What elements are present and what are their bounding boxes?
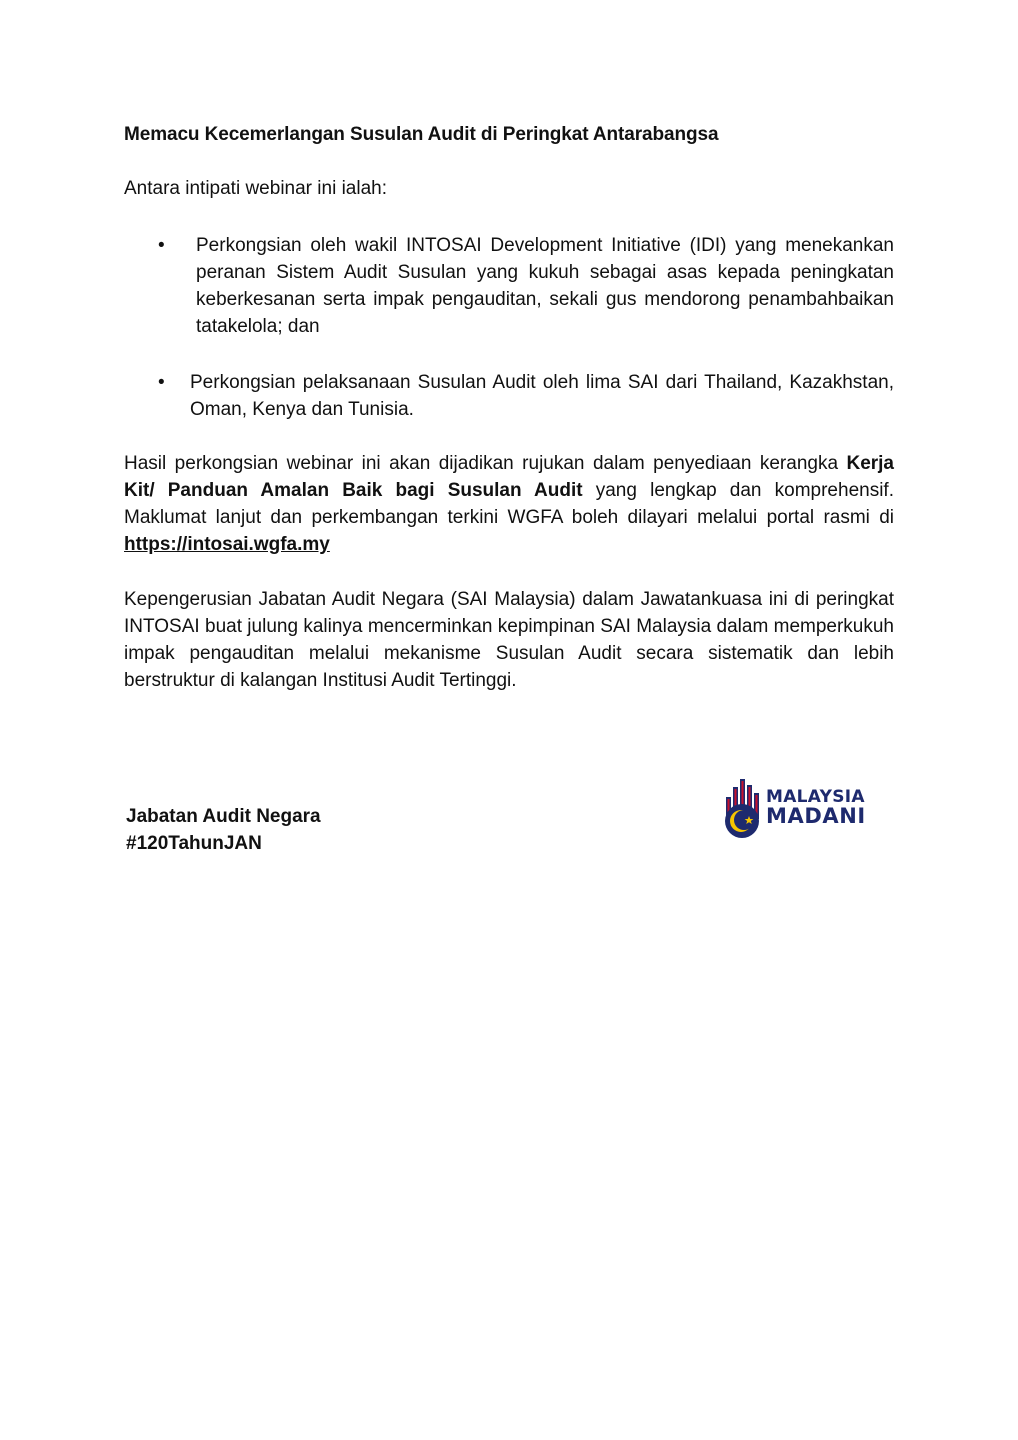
malaysia-madani-logo [722, 775, 882, 839]
bullet-icon: • [158, 235, 165, 256]
bullet-item-sai: Perkongsian pelaksanaan Susulan Audit oleh lima SAI dari Thailand, Kazakhstan, Oman, Kenya dan Tunisia. [190, 372, 894, 420]
paragraph-text: yang lengkap dan komprehensif. Maklumat lanjut dan perkembangan terkini WGFA boleh dilayari melalui portal rasmi di [124, 480, 894, 528]
logo-wordmark [766, 788, 866, 826]
signature-org: Jabatan Audit Negara [126, 806, 321, 827]
logo-line-malaysia: MALAYSIA [766, 787, 865, 807]
paragraph-leadership: Kepengerusian Jabatan Audit Negara (SAI Malaysia) dalam Jawatankuasa ini di peringkat INTOSAI buat julung kalinya mencerminkan kepimpinan SAI Malaysia dalam memperkukuh impak pengauditan melalui mekanisme Susulan Audit secara sistematik dan lebih berstruktur di kalangan Institusi Audit Tertinggi. [124, 589, 894, 691]
intro-text: Antara intipati webinar ini ialah: [124, 178, 387, 199]
bold-phrase: Kerja Kit/ Panduan Amalan Baik bagi Susulan Audit [124, 453, 894, 501]
malaysia-madani-hand-icon [722, 775, 762, 839]
bullet-item-idi: Perkongsian oleh wakil INTOSAI Development Initiative (IDI) yang menekankan peranan Sistem Audit Susulan yang kukuh sebagai asas kepada peningkatan keberkesanan serta impak pengauditan, sekali gus mendorong penambahbaikan tatakelola; dan [196, 235, 894, 337]
logo-line-madani: MADANI [766, 804, 866, 828]
signature-block [126, 803, 321, 857]
document-title: Memacu Kecemerlangan Susulan Audit di Peringkat Antarabangsa [124, 124, 719, 145]
paragraph-framework [124, 450, 894, 558]
bullet-icon: • [158, 372, 165, 393]
portal-link[interactable]: https://intosai.wgfa.my [124, 534, 330, 555]
paragraph-text: Hasil perkongsian webinar ini akan dijadikan rujukan dalam penyediaan kerangka [124, 453, 847, 474]
signature-hashtag: #120TahunJAN [126, 833, 262, 854]
